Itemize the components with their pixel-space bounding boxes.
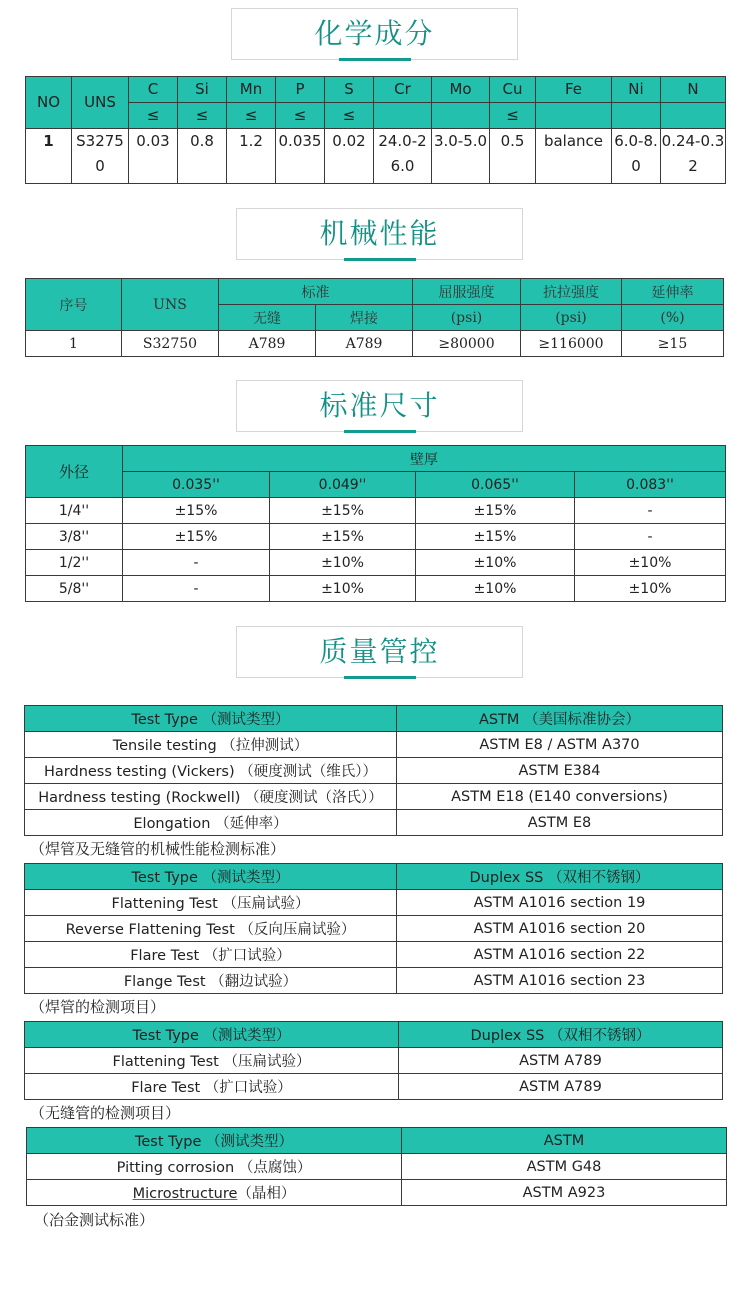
dim-cell: ±15% — [123, 498, 270, 524]
section-title-mechanical — [236, 208, 523, 260]
chem-subheader-row — [26, 103, 726, 129]
chem-cell: 0.035 — [276, 129, 325, 184]
section-title-text: 质量管控 — [319, 635, 440, 668]
qc-row — [25, 732, 723, 758]
dim-cell: ±10% — [270, 576, 416, 602]
qc-head-type: Test Type （测试类型） — [25, 864, 397, 890]
mech-header-row — [26, 279, 724, 305]
qc-welded-note: （焊管的检测项目） — [30, 998, 166, 1016]
qc-header-row — [25, 706, 723, 732]
dim-thickness: 0.049'' — [270, 472, 416, 498]
chem-cell: 3.0-5.0 — [432, 129, 490, 184]
mech-cell: A789 — [316, 331, 413, 357]
qc-test-name: Elongation （延伸率） — [25, 810, 397, 836]
qc-test-name: Flattening Test （压扁试验） — [25, 890, 397, 916]
mech-head-tensile: 抗拉强度 — [521, 279, 622, 305]
qc-metallurgical-note: （冶金测试标准） — [34, 1211, 155, 1229]
dim-row — [26, 550, 726, 576]
chem-head-cu: Cu — [490, 77, 536, 103]
mech-unit-yield: (psi) — [413, 305, 521, 331]
qc-test-name: Pitting corrosion （点腐蚀） — [27, 1154, 402, 1180]
section-title-text: 化学成分 — [314, 17, 435, 50]
title-underline — [344, 258, 416, 261]
mech-cell: ≥80000 — [413, 331, 521, 357]
dim-cell: 5/8'' — [26, 576, 123, 602]
chem-cell: 1 — [26, 129, 72, 184]
dim-thickness: 0.035'' — [123, 472, 270, 498]
dim-row — [26, 576, 726, 602]
dim-cell: ±10% — [416, 576, 575, 602]
section-title-chemical — [231, 8, 518, 60]
dim-thickness: 0.083'' — [575, 472, 726, 498]
qc-test-name: Flare Test （扩口试验） — [25, 942, 397, 968]
qc-row — [25, 1074, 723, 1100]
mech-head-standard: 标准 — [219, 279, 413, 305]
qc-test-name: Flattening Test （压扁试验） — [25, 1048, 399, 1074]
chem-head-n: N — [661, 77, 726, 103]
mech-head-yield: 屈服强度 — [413, 279, 521, 305]
microstructure-word: Microstructure — [132, 1186, 238, 1202]
dim-cell: ±10% — [575, 576, 726, 602]
mech-head-no: 序号 — [26, 279, 122, 331]
chem-cell: S32750 — [72, 129, 129, 184]
qc-test-name: Flange Test （翻边试验） — [25, 968, 397, 994]
dim-row — [26, 524, 726, 550]
dim-cell: ±15% — [123, 524, 270, 550]
title-underline — [339, 58, 411, 61]
qc-test-name: Flare Test （扩口试验） — [25, 1074, 399, 1100]
chem-head-p: P — [276, 77, 325, 103]
dim-cell: - — [123, 576, 270, 602]
dim-cell: ±15% — [270, 524, 416, 550]
qc-standard: ASTM E8 — [397, 810, 723, 836]
chem-sub-n — [661, 103, 726, 129]
qc-header-row — [27, 1128, 727, 1154]
qc-test-name: Reverse Flattening Test （反向压扁试验） — [25, 916, 397, 942]
qc-head-type: Test Type （测试类型） — [25, 706, 397, 732]
section-title-text: 机械性能 — [319, 217, 440, 250]
qc-head-standard: ASTM （美国标准协会） — [397, 706, 723, 732]
chem-cell: 6.0-8.0 — [612, 129, 661, 184]
qc-test-name — [27, 1180, 402, 1206]
qc-head-standard: ASTM — [402, 1128, 727, 1154]
mech-data-row — [26, 331, 724, 357]
dim-row — [26, 498, 726, 524]
title-underline — [344, 430, 416, 433]
mechanical-table — [25, 278, 724, 357]
qc-row — [25, 890, 723, 916]
qc-standard: ASTM A923 — [402, 1180, 727, 1206]
chem-sub-s: ≤ — [325, 103, 374, 129]
dimensions-table — [25, 445, 726, 602]
chem-sub-ni — [612, 103, 661, 129]
mech-head-seamless: 无缝 — [219, 305, 316, 331]
qc-standard: ASTM A1016 section 20 — [397, 916, 723, 942]
mech-cell: S32750 — [122, 331, 219, 357]
chemical-table — [25, 76, 726, 184]
chem-cell: 0.24-0.32 — [661, 129, 726, 184]
section-title-text: 标准尺寸 — [319, 389, 440, 422]
qc-row — [25, 784, 723, 810]
title-underline — [344, 676, 416, 679]
qc-standard: ASTM A1016 section 22 — [397, 942, 723, 968]
dim-cell: ±10% — [575, 550, 726, 576]
qc-row — [25, 968, 723, 994]
qc-standard: ASTM A1016 section 19 — [397, 890, 723, 916]
qc-row — [27, 1154, 727, 1180]
mech-head-uns: UNS — [122, 279, 219, 331]
mech-unit-elong: (%) — [622, 305, 724, 331]
dim-cell: - — [575, 524, 726, 550]
qc-head-type: Test Type （测试类型） — [25, 1022, 399, 1048]
qc-row — [25, 1048, 723, 1074]
qc-test-name: Hardness testing (Vickers) （硬度测试（维氏）） — [25, 758, 397, 784]
dim-thickness: 0.065'' — [416, 472, 575, 498]
dim-cell: ±15% — [270, 498, 416, 524]
chem-sub-cu: ≤ — [490, 103, 536, 129]
chem-head-no: NO — [26, 77, 72, 129]
chem-sub-mn: ≤ — [227, 103, 276, 129]
chem-head-c: C — [129, 77, 178, 103]
chem-cell: 24.0-26.0 — [374, 129, 432, 184]
qc-standard: ASTM E8 / ASTM A370 — [397, 732, 723, 758]
mech-head-elong: 延伸率 — [622, 279, 724, 305]
qc-standard: ASTM G48 — [402, 1154, 727, 1180]
qc-test-name: Hardness testing (Rockwell) （硬度测试（洛氏）） — [25, 784, 397, 810]
qc-standard: ASTM E384 — [397, 758, 723, 784]
chem-head-ni: Ni — [612, 77, 661, 103]
qc-row — [25, 810, 723, 836]
chem-cell: 0.8 — [178, 129, 227, 184]
chem-cell: balance — [536, 129, 612, 184]
qc-test-name: Tensile testing （拉伸测试） — [25, 732, 397, 758]
dim-head-wall: 壁厚 — [123, 446, 726, 472]
qc-seamless-note: （无缝管的检测项目） — [30, 1104, 181, 1122]
qc-seamless-table — [24, 1021, 723, 1100]
qc-metallurgical-table — [26, 1127, 727, 1206]
chem-cell: 0.03 — [129, 129, 178, 184]
dim-cell: 1/2'' — [26, 550, 123, 576]
chem-sub-mo — [432, 103, 490, 129]
dim-cell: ±10% — [270, 550, 416, 576]
qc-row — [25, 942, 723, 968]
qc-row — [25, 916, 723, 942]
chem-sub-p: ≤ — [276, 103, 325, 129]
qc-standard: ASTM A789 — [399, 1048, 723, 1074]
qc-row — [27, 1180, 727, 1206]
dim-cell: 1/4'' — [26, 498, 123, 524]
dim-head-od: 外径 — [26, 446, 123, 498]
chem-cell: 0.02 — [325, 129, 374, 184]
dim-cell: ±10% — [416, 550, 575, 576]
chem-head-mn: Mn — [227, 77, 276, 103]
qc-header-row — [25, 864, 723, 890]
dim-cell: ±15% — [416, 498, 575, 524]
chem-head-uns: UNS — [72, 77, 129, 129]
qc-row — [25, 758, 723, 784]
chem-sub-fe — [536, 103, 612, 129]
mech-cell: ≥15 — [622, 331, 724, 357]
qc-head-standard: Duplex SS （双相不锈钢） — [397, 864, 723, 890]
dim-cell: - — [123, 550, 270, 576]
qc-head-standard: Duplex SS （双相不锈钢） — [399, 1022, 723, 1048]
mech-cell: 1 — [26, 331, 122, 357]
qc-mechanical-table — [24, 705, 723, 836]
chem-data-row — [26, 129, 726, 184]
chem-sub-cr — [374, 103, 432, 129]
mech-cell: A789 — [219, 331, 316, 357]
qc-welded-table — [24, 863, 723, 994]
qc-standard: ASTM E18 (E140 conversions) — [397, 784, 723, 810]
mech-unit-tensile: (psi) — [521, 305, 622, 331]
chem-sub-c: ≤ — [129, 103, 178, 129]
mech-cell: ≥116000 — [521, 331, 622, 357]
chem-cell: 0.5 — [490, 129, 536, 184]
chem-sub-si: ≤ — [178, 103, 227, 129]
dim-cell: ±15% — [416, 524, 575, 550]
chem-head-si: Si — [178, 77, 227, 103]
chem-head-s: S — [325, 77, 374, 103]
qc-mechanical-note: （焊管及无缝管的机械性能检测标准） — [30, 840, 286, 858]
qc-head-type: Test Type （测试类型） — [27, 1128, 402, 1154]
microstructure-cn: （晶相） — [237, 1186, 296, 1202]
section-title-dimensions — [236, 380, 523, 432]
dim-cell: 3/8'' — [26, 524, 123, 550]
dim-cell: - — [575, 498, 726, 524]
qc-standard: ASTM A789 — [399, 1074, 723, 1100]
chem-head-fe: Fe — [536, 77, 612, 103]
mech-head-welded: 焊接 — [316, 305, 413, 331]
section-title-quality — [236, 626, 523, 678]
dim-header-row — [26, 446, 726, 472]
qc-standard: ASTM A1016 section 23 — [397, 968, 723, 994]
qc-header-row — [25, 1022, 723, 1048]
chem-head-mo: Mo — [432, 77, 490, 103]
chem-head-cr: Cr — [374, 77, 432, 103]
chem-header-row — [26, 77, 726, 103]
dim-thickness-row — [26, 472, 726, 498]
chem-cell: 1.2 — [227, 129, 276, 184]
